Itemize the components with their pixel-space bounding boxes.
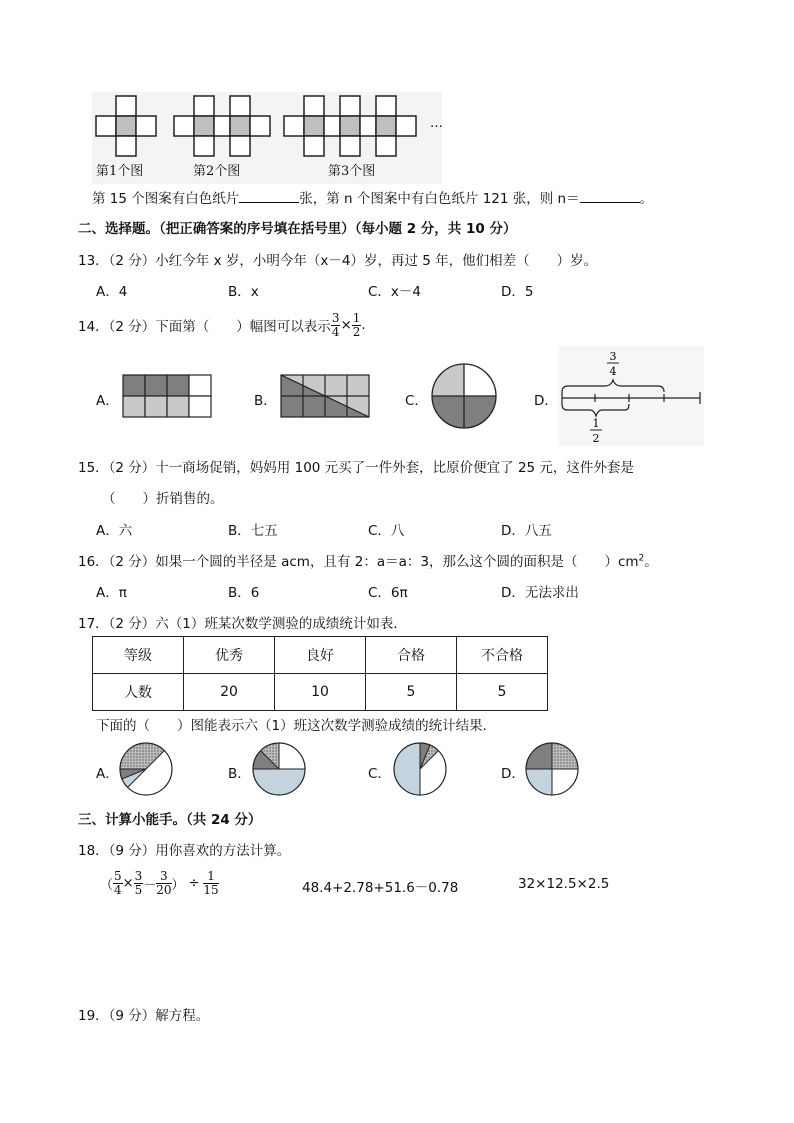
q14-number-line-d [558, 346, 704, 446]
q15-option-d[interactable]: D．八五 [501, 523, 552, 539]
q14-d-bottom-den: 2 [592, 432, 600, 445]
section3-title: 三、计算小能手。（共 24 分） [78, 812, 262, 828]
q17-table-cell: 合格 [366, 637, 457, 674]
q15-stem: 15．（2 分）十一商场促销，妈妈用 100 元买了一件外套，比原价便宜了 25 元，这件外套是 [78, 460, 634, 476]
q12-text-b: 张，第 n 个图案中有白色纸片 121 张，则 n＝ [299, 191, 580, 207]
q14-stem-text: 14．（2 分）下面第（ ）幅图可以表示 [78, 319, 331, 335]
q14-d-bottom-num: 1 [592, 417, 600, 430]
q12-fig3-label: 第3个图 [328, 164, 376, 179]
q12-blank-2[interactable] [580, 189, 640, 203]
q15-option-a[interactable]: A．六 [96, 523, 133, 539]
q17-table-cell: 良好 [275, 637, 366, 674]
q12-blank-1[interactable] [239, 189, 299, 203]
q12-ellipsis: … [430, 116, 443, 131]
q17-pie-a [118, 741, 174, 797]
q17-table-cell: 等级 [93, 637, 184, 674]
q18-frac-1 [113, 870, 123, 897]
q17-option-c[interactable]: C． [368, 766, 391, 782]
q18-times: × [122, 875, 134, 891]
q16-stem-end: 。 [644, 554, 658, 570]
q16-option-d[interactable]: D．无法求出 [501, 585, 579, 601]
q14-frac1-den: 4 [331, 324, 340, 339]
q16-sup: 2 [638, 553, 645, 564]
q14-frac1-num: 3 [331, 310, 340, 325]
q14-stem-end: . [361, 317, 366, 333]
q19-stem: 19．（9 分）解方程。 [78, 1008, 210, 1024]
q14-rect-grid-a [122, 374, 212, 418]
q18-stem: 18．（9 分）用你喜欢的方法计算。 [78, 843, 291, 859]
q14-option-d[interactable]: D． [534, 393, 558, 409]
q14-rect-grid-b [280, 374, 370, 418]
q17-table-cell: 不合格 [457, 637, 548, 674]
q16-option-a[interactable]: A．π [96, 585, 127, 601]
q14-fraction-1 [331, 312, 341, 339]
q16-stem [78, 550, 658, 570]
q14-fraction-2 [352, 312, 362, 339]
q14-times: × [340, 317, 352, 333]
q13-option-c[interactable]: C．x－4 [368, 284, 422, 300]
q17-table-data-row [93, 674, 548, 711]
q18-frac3-num: 3 [156, 870, 171, 884]
q15-option-c[interactable]: C．八 [368, 523, 405, 539]
q13-option-d[interactable]: D．5 [501, 284, 534, 300]
q12-fig1-label: 第1个图 [96, 164, 144, 179]
q13-option-b[interactable]: B．x [228, 284, 259, 300]
q14-option-c[interactable]: C． [405, 393, 428, 409]
q17-option-a[interactable]: A． [96, 766, 119, 782]
q18-expression-3: 32×12.5×2.5 [518, 876, 610, 892]
q18-frac-4 [203, 870, 218, 897]
q17-score-table [92, 636, 548, 711]
q17-table-cell: 10 [275, 674, 366, 711]
q14-d-top-den: 4 [609, 365, 617, 378]
q18-minus: － [143, 877, 157, 893]
q18-frac4-den: 15 [203, 882, 219, 897]
q18-frac2-den: 5 [134, 882, 143, 897]
q15-option-b[interactable]: B．七五 [228, 523, 278, 539]
q18-frac2-num: 3 [134, 868, 143, 883]
q16-option-b[interactable]: B．6 [228, 585, 260, 601]
section2-title: 二、选择题。（把正确答案的序号填在括号里）（每小题 2 分，共 10 分） [78, 221, 517, 237]
q18-divide: ÷ [188, 875, 200, 891]
q17-pie-c [392, 741, 448, 797]
q18-paren-open: （ [100, 877, 114, 893]
q14-frac2-den: 2 [352, 324, 361, 339]
q12-fig2-label: 第2个图 [193, 164, 241, 179]
q17-table-header-row [93, 637, 548, 674]
q14-d-top-num: 3 [609, 350, 617, 363]
q17-stem-2: 下面的（ ）图能表示六（1）班这次数学测验成绩的统计结果． [96, 718, 497, 734]
q17-pie-b [251, 741, 307, 797]
q17-pie-d [524, 741, 580, 797]
q14-option-b[interactable]: B． [254, 393, 277, 409]
q18-frac4-num: 1 [203, 870, 218, 884]
q12-question-line [92, 187, 653, 207]
q17-option-d[interactable]: D． [501, 766, 525, 782]
q13-stem: 13．（2 分）小红今年 x 岁，小明今年（x－4）岁，再过 5 年，他们相差（ ）岁。 [78, 253, 598, 269]
q12-pattern-figure [92, 92, 442, 184]
q16-stem-text: 16．（2 分）如果一个圆的半径是 acm，且有 2：a＝a：3，那么这个圆的面积是（ ）cm [78, 554, 639, 570]
q14-frac2-num: 1 [352, 310, 361, 325]
q13-option-a[interactable]: A．4 [96, 284, 128, 300]
q17-table-cell: 5 [457, 674, 548, 711]
q17-option-b[interactable]: B． [228, 766, 251, 782]
q12-text-end: 。 [639, 191, 654, 207]
q18-paren-close: ） [171, 877, 185, 893]
q18-frac1-den: 4 [114, 882, 122, 897]
q18-frac3-den: 20 [156, 882, 172, 897]
q18-expression-1 [100, 866, 219, 900]
q15-stem-2: （ ）折销售的。 [102, 491, 224, 507]
q14-stem [78, 307, 366, 343]
q17-table-cell: 人数 [93, 674, 184, 711]
q14-circle-c [430, 362, 498, 430]
q17-table-cell: 优秀 [184, 637, 275, 674]
q17-table-cell: 20 [184, 674, 275, 711]
q12-text-a: 第 15 个图案有白色纸片 [92, 191, 240, 207]
q14-option-a[interactable]: A． [96, 393, 119, 409]
q18-frac1-num: 5 [114, 868, 122, 883]
q17-stem: 17．（2 分）六（1）班某次数学测验的成绩统计如表． [78, 616, 407, 632]
q16-option-c[interactable]: C．6π [368, 585, 408, 601]
q18-frac-2 [134, 870, 144, 897]
q18-frac-3 [156, 870, 171, 897]
q17-table-cell: 5 [366, 674, 457, 711]
q18-expression-2: 48.4+2.78+51.6－0.78 [302, 880, 459, 896]
